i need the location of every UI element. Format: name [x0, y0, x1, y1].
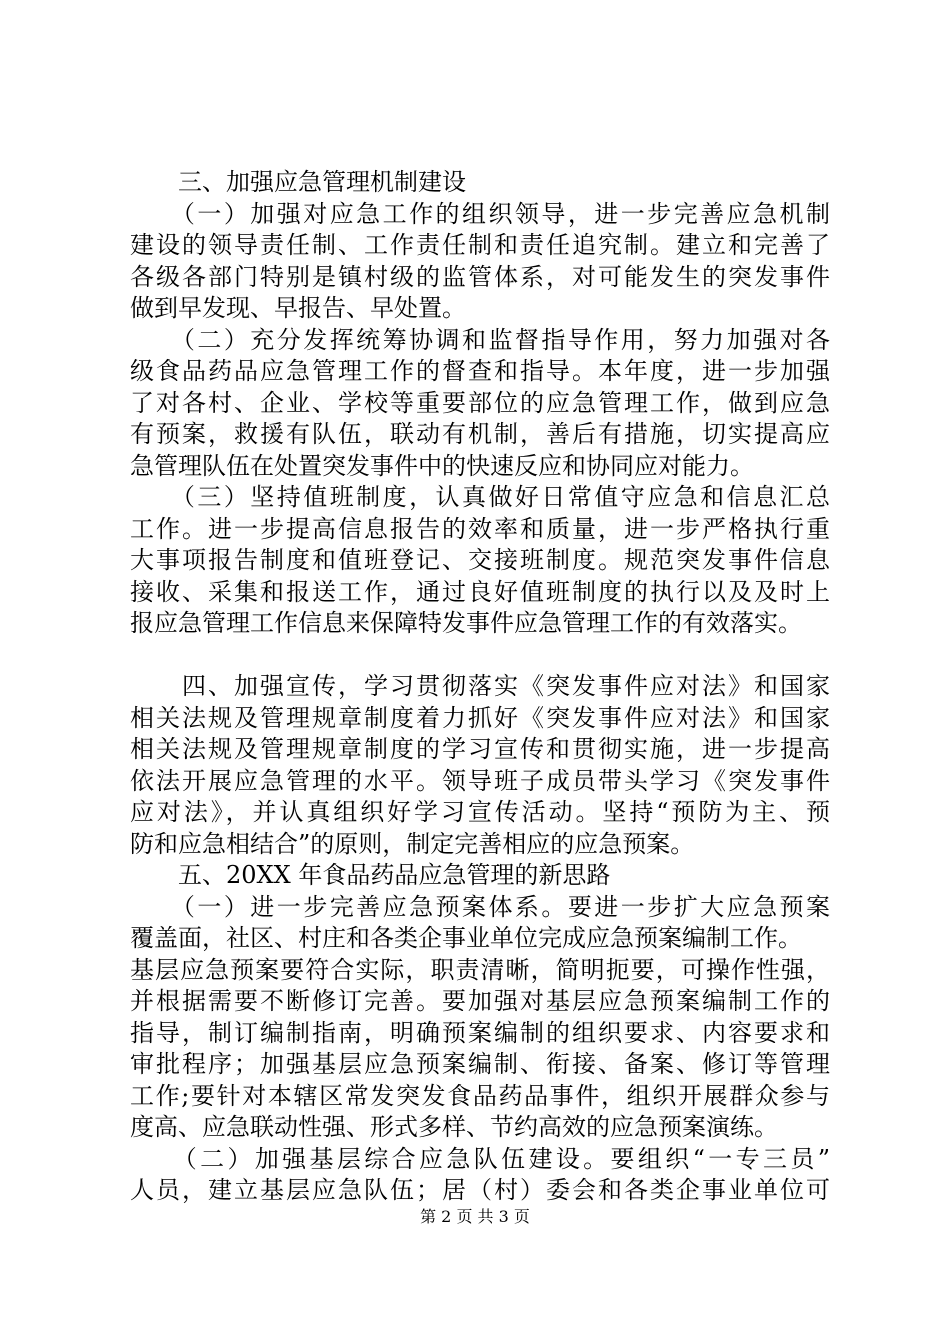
paragraph-line: 级食品药品应急管理工作的督查和指导。本年度，进一步加强 [130, 357, 830, 385]
document-body [130, 167, 830, 1207]
paragraph-line: 依法开展应急管理的水平。领导班子成员带头学习《突发事件 [130, 766, 830, 795]
paragraph-line: 急管理队伍在处置突发事件中的快速反应和协同应对能力。 [130, 451, 754, 480]
paragraph-line: 接收、采集和报送工作，通过良好值班制度的执行以及及时上 [130, 577, 830, 606]
paragraph-line: 审批程序；加强基层应急预案编制、衔接、备案、修订等管理 [130, 1050, 830, 1078]
paragraph-line: 应对法》，并认真组织好学习宣传活动。坚持“预防为主、预 [130, 798, 830, 826]
paragraph-line: 了对各村、企业、学校等重要部位的应急管理工作，做到应急 [130, 388, 830, 417]
paragraph-line: 各级各部门特别是镇村级的监管体系，对可能发生的突发事件 [130, 262, 830, 291]
paragraph-line: 基层应急预案要符合实际，职责清晰，简明扼要，可操作性强， [130, 955, 830, 984]
paragraph-line: 大事项报告制度和值班登记、交接班制度。规范突发事件信息 [130, 546, 830, 574]
paragraph-line: 建设的领导责任制、工作责任制和责任追究制。建立和完善了 [130, 231, 830, 259]
paragraph-line: 度高、应急联动性强、形式多样、节约高效的应急预案演练。 [130, 1113, 778, 1141]
section-heading-5: 五、20XX 年食品药品应急管理的新思路 [130, 861, 611, 889]
paragraph-line: 工作;要针对本辖区常发突发食品药品事件，组织开展群众参与 [130, 1081, 830, 1110]
paragraph-line: 做到早发现、早报告、早处置。 [130, 294, 466, 322]
paragraph-line: （二）充分发挥统筹协调和监督指导作用，努力加强对各 [130, 325, 830, 354]
paragraph-line: （三）坚持值班制度，认真做好日常值守应急和信息汇总 [130, 483, 830, 511]
section-heading-3: 三、加强应急管理机制建设 [130, 168, 466, 196]
paragraph-line: （一）加强对应急工作的组织领导，进一步完善应急机制 [130, 199, 830, 228]
paragraph-line: 防和应急相结合”的原则，制定完善相应的应急预案。 [130, 829, 695, 858]
paragraph-line: 覆盖面，社区、村庄和各类企事业单位完成应急预案编制工作。 [130, 924, 802, 952]
paragraph-line: （二）加强基层综合应急队伍建设。要组织“一专三员” [130, 1144, 830, 1173]
paragraph-line: 有预案，救援有队伍，联动有机制，善后有措施，切实提高应 [130, 420, 830, 448]
page-number-footer: 第 2 页 共 3 页 [420, 1207, 530, 1226]
blank-line [130, 640, 830, 672]
paragraph-line: 指导，制订编制指南，明确预案编制的组织要求、内容要求和 [130, 1018, 830, 1047]
paragraph-line: 并根据需要不断修订完善。要加强对基层应急预案编制工作的 [130, 987, 830, 1015]
paragraph-line: 相关法规及管理规章制度着力抓好《突发事件应对法》和国家 [130, 703, 830, 732]
paragraph-line: 报应急管理工作信息来保障特发事件应急管理工作的有效落实。 [130, 609, 802, 637]
paragraph-line: 相关法规及管理规章制度的学习宣传和贯彻实施，进一步提高 [130, 735, 830, 763]
section-heading-4-line: 四、加强宣传，学习贯彻落实《突发事件应对法》和国家 [130, 672, 830, 700]
paragraph-line: 工作。进一步提高信息报告的效率和质量，进一步严格执行重 [130, 514, 830, 543]
paragraph-line: （一）进一步完善应急预案体系。要进一步扩大应急预案 [130, 892, 830, 921]
paragraph-line: 人员，建立基层应急队伍；居（村）委会和各类企事业单位可 [130, 1176, 830, 1204]
